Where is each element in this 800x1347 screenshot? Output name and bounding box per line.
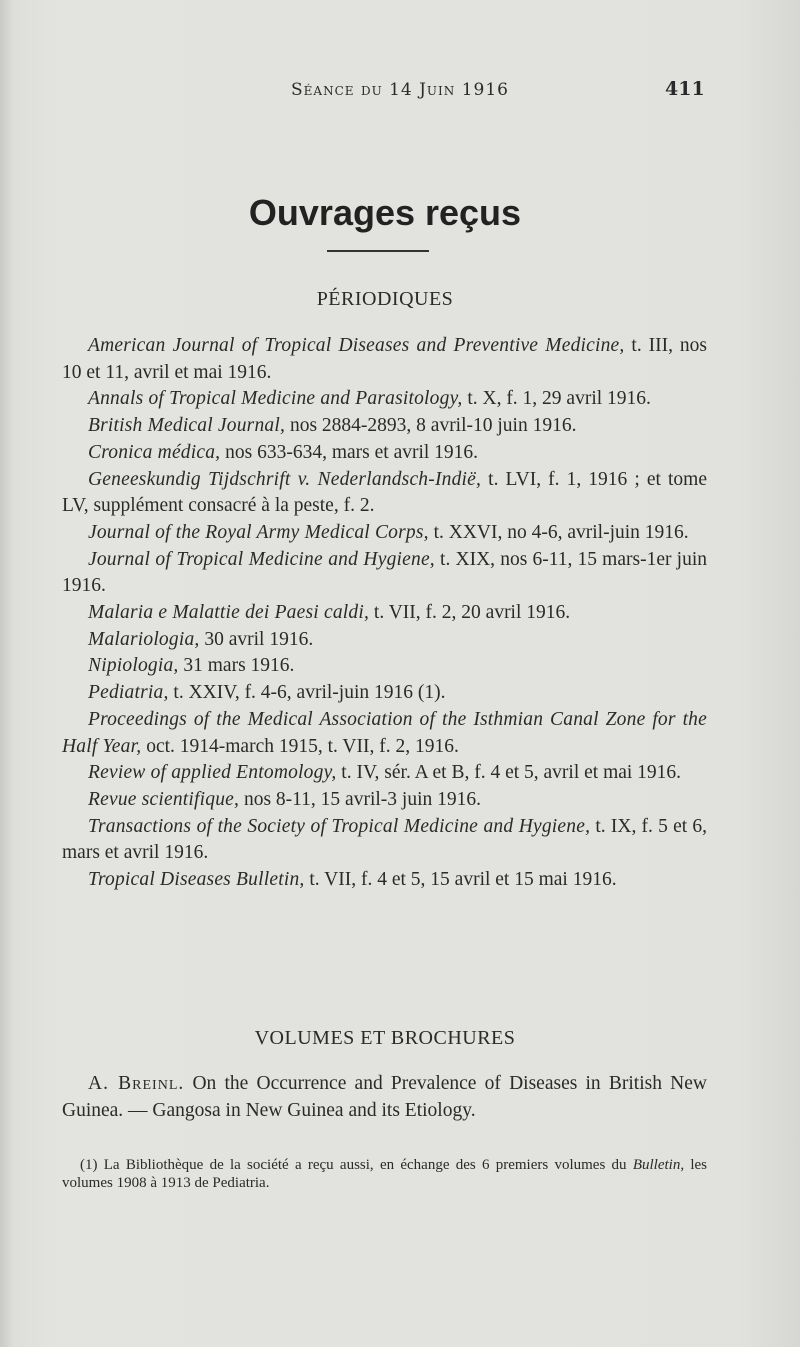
page-title: Ouvrages reçus	[248, 192, 522, 233]
periodical-title: Pediatria,	[88, 682, 169, 704]
list-item	[62, 627, 707, 654]
periodical-details: nos 8-11, 15 avril-3 juin 1916.	[239, 788, 481, 810]
periodical-title: Cronica médica,	[88, 441, 221, 463]
list-item	[62, 467, 707, 520]
footnote-lead: (1) La Bibliothèque de la société a reçu aussi, en échange des 6 premiers volumes du	[80, 1157, 633, 1173]
list-item	[62, 867, 707, 894]
periodical-title: Geneeskundig Tijdschrift v. Nederlandsch-Indië,	[88, 468, 482, 490]
list-item	[62, 680, 707, 707]
list-item	[62, 333, 707, 386]
periodical-title: Nipiologia,	[88, 655, 179, 677]
periodical-title: Annals of Tropical Medicine and Parasitology,	[88, 388, 463, 410]
footnote-italic: Bulletin,	[632, 1157, 685, 1173]
periodical-details: 30 avril 1916.	[199, 628, 314, 650]
periodical-title: Journal of the Royal Army Medical Corps,	[88, 521, 429, 543]
list-item	[62, 440, 707, 467]
list-item	[62, 413, 707, 440]
running-head: Séance du 14 Juin 1916	[291, 80, 509, 100]
periodical-title: Revue scientifique,	[88, 788, 240, 810]
periodical-details: t. XXVI, no 4-6, avril-juin 1916.	[428, 521, 689, 543]
periodicals-list	[62, 333, 707, 894]
section-heading-volumes: VOLUMES ET BROCHURES	[254, 1027, 516, 1049]
section-heading-periodicals: PÉRIODIQUES	[316, 288, 454, 310]
periodical-details: nos 2884-2893, 8 avril-10 juin 1916.	[285, 415, 577, 437]
list-item	[62, 760, 707, 787]
list-item	[62, 787, 707, 814]
periodical-title: Proceedings of the Medical Association of the Isthmian Canal Zone for the Half Year,	[62, 708, 707, 757]
periodical-details: t. VII, f. 4 et 5, 15 avril et 15 mai 1916.	[304, 869, 617, 891]
title-rule	[327, 250, 429, 252]
author-name: A. Breinl.	[88, 1073, 185, 1094]
periodical-title: American Journal of Tropical Diseases and Preventive Medicine,	[88, 335, 625, 356]
periodical-details: t. X, f. 1, 29 avril 1916.	[462, 388, 651, 410]
volumes-entry	[62, 1070, 707, 1124]
volume-title: On the Occurrence and Prevalence of Diseases in British New Guinea. — Gangosa in New Guinea and its Etiology.	[62, 1073, 707, 1121]
periodical-title: Malaria e Malattie dei Paesi caldi,	[88, 602, 370, 624]
list-item	[62, 547, 707, 600]
list-item	[62, 600, 707, 627]
periodical-title: Tropical Diseases Bulletin,	[88, 869, 305, 891]
periodical-title: Journal of Tropical Medicine and Hygiene,	[88, 548, 435, 570]
periodical-details: t. XIX, nos 6-11, 15 mars-1er juin 1916.	[62, 548, 707, 597]
periodical-title: Transactions of the Society of Tropical Medicine and Hygiene,	[88, 815, 591, 837]
periodical-details: nos 633-634, mars et avril 1916.	[220, 441, 479, 463]
list-item	[62, 520, 707, 547]
page-number: 411	[665, 78, 705, 100]
periodical-title: British Medical Journal,	[88, 415, 286, 437]
periodical-details: t. III, nos 10 et 11, avril et mai 1916.	[62, 335, 707, 383]
list-item	[62, 653, 707, 680]
periodical-details: oct. 1914-march 1915, t. VII, f. 2, 1916.	[141, 735, 459, 757]
periodical-title: Review of applied Entomology,	[88, 762, 337, 784]
periodical-details: t. IX, f. 5 et 6, mars et avril 1916.	[62, 815, 707, 864]
footnote-tail: les volumes 1908 à 1913 de Pediatria.	[62, 1157, 707, 1191]
periodical-details: 31 mars 1916.	[178, 655, 295, 677]
periodical-details: t. LVI, f. 1, 1916 ; et tome LV, supplément consacré à la peste, f. 2.	[62, 468, 707, 517]
list-item	[62, 386, 707, 413]
list-item	[62, 707, 707, 760]
footnote	[62, 1156, 707, 1192]
list-item	[62, 814, 707, 867]
periodical-details: t. VII, f. 2, 20 avril 1916.	[369, 602, 571, 624]
periodical-title: Malariologia,	[88, 628, 200, 650]
periodical-details: t. XXIV, f. 4-6, avril-juin 1916 (1).	[168, 682, 446, 704]
periodical-details: t. IV, sér. A et B, f. 4 et 5, avril et mai 1916.	[336, 762, 682, 784]
